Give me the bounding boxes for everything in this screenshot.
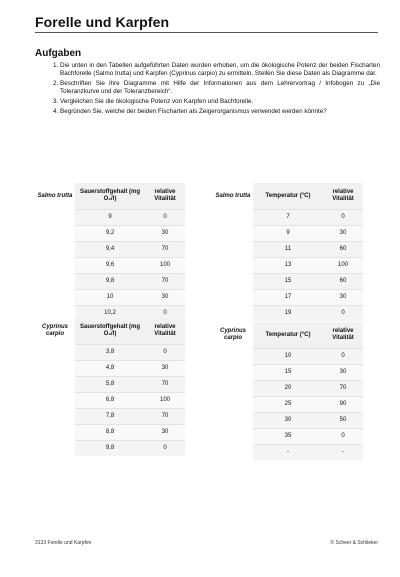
empty-cell xyxy=(35,392,75,408)
column-header: Sauerstoffgehalt (mg O₂/l) xyxy=(75,183,145,209)
vitality-cell: 30 xyxy=(145,225,185,241)
measurement-cell: 9 xyxy=(253,225,323,241)
column-header: relative Vitalität xyxy=(323,183,363,209)
measurement-cell: 15 xyxy=(253,364,323,380)
vitality-cell: 30 xyxy=(145,289,185,305)
empty-cell xyxy=(213,289,253,305)
empty-cell xyxy=(35,440,75,456)
table-row xyxy=(213,273,363,289)
column-header: Temperatur (°C) xyxy=(253,183,323,209)
vitality-cell: 0 xyxy=(145,440,185,456)
empty-cell xyxy=(213,348,253,364)
empty-cell xyxy=(35,209,75,225)
empty-cell xyxy=(213,305,253,321)
table-row xyxy=(213,257,363,273)
table-row xyxy=(213,209,363,225)
vitality-cell: 60 xyxy=(323,273,363,289)
measurement-cell: 10,2 xyxy=(75,305,145,321)
measurement-cell: 35 xyxy=(253,428,323,444)
vitality-cell: 0 xyxy=(145,209,185,225)
task-item: 3. Vergleichen Sie die ökologische Potenz von Karpfen und Bachforelle. xyxy=(60,98,380,106)
empty-cell xyxy=(213,444,253,460)
vitality-cell: 100 xyxy=(145,257,185,273)
table-row xyxy=(213,225,363,241)
vitality-cell: 30 xyxy=(323,289,363,305)
empty-cell xyxy=(35,360,75,376)
vitality-cell: 100 xyxy=(323,257,363,273)
table-row xyxy=(213,428,363,444)
table-salmo-oxygen xyxy=(35,183,185,321)
column-header: Temperatur (°C) xyxy=(253,322,323,348)
measurement-cell: 17 xyxy=(253,289,323,305)
vitality-cell: 70 xyxy=(145,273,185,289)
measurement-cell: 10 xyxy=(253,348,323,364)
table-row xyxy=(213,289,363,305)
measurement-cell: 9,8 xyxy=(75,440,145,456)
vitality-cell: 0 xyxy=(323,209,363,225)
table-row xyxy=(213,305,363,321)
vitality-cell: 90 xyxy=(323,396,363,412)
table-row xyxy=(35,241,185,257)
empty-cell xyxy=(35,344,75,360)
table-row xyxy=(35,360,185,376)
vitality-cell: 0 xyxy=(323,348,363,364)
vitality-cell: - xyxy=(323,444,363,460)
column-header: Sauerstoffgehalt (mg O₂/l) xyxy=(75,318,145,344)
vitality-cell: 50 xyxy=(323,412,363,428)
empty-cell xyxy=(35,408,75,424)
empty-cell xyxy=(213,380,253,396)
vitality-cell: 70 xyxy=(323,380,363,396)
measurement-cell: - xyxy=(253,444,323,460)
task-item: 2. Beschriften Sie ihre Diagramme mit Hilfe der Informationen aus dem Lehrervortrag / Infobogen zu „Die Toleranzkurve und der Toleranzbereich“. xyxy=(60,80,380,96)
table-row xyxy=(213,241,363,257)
empty-cell xyxy=(213,225,253,241)
measurement-cell: 9,4 xyxy=(75,241,145,257)
vitality-cell: 70 xyxy=(145,376,185,392)
column-header: relative Vitalität xyxy=(323,322,363,348)
table-row xyxy=(35,257,185,273)
vitality-cell: 30 xyxy=(323,225,363,241)
table-row xyxy=(35,225,185,241)
measurement-cell: 25 xyxy=(253,396,323,412)
page-title: Forelle und Karpfen xyxy=(35,14,170,30)
empty-cell xyxy=(213,396,253,412)
table-row xyxy=(213,396,363,412)
table-row xyxy=(213,412,363,428)
table-row xyxy=(35,209,185,225)
table-row xyxy=(213,380,363,396)
empty-cell xyxy=(35,376,75,392)
measurement-cell: 15 xyxy=(253,273,323,289)
table-row xyxy=(213,364,363,380)
species-label: Cyprinus carpio xyxy=(35,318,75,344)
empty-cell xyxy=(35,241,75,257)
table-row xyxy=(35,273,185,289)
species-label: Salmo trutta xyxy=(213,183,253,209)
vitality-cell: 0 xyxy=(145,344,185,360)
measurement-cell: 19 xyxy=(253,305,323,321)
measurement-cell: 13 xyxy=(253,257,323,273)
measurement-cell: 9,6 xyxy=(75,257,145,273)
table-row xyxy=(35,289,185,305)
vitality-cell: 0 xyxy=(323,305,363,321)
measurement-cell: 11 xyxy=(253,241,323,257)
column-header: relative Vitalität xyxy=(145,183,185,209)
vitality-cell: 0 xyxy=(323,428,363,444)
measurement-cell: 9,8 xyxy=(75,273,145,289)
measurement-cell: 7,8 xyxy=(75,408,145,424)
empty-cell xyxy=(213,241,253,257)
empty-cell xyxy=(35,225,75,241)
table-cyprinus-oxygen xyxy=(35,318,185,456)
empty-cell xyxy=(213,273,253,289)
measurement-cell: 3,8 xyxy=(75,344,145,360)
table-row xyxy=(213,348,363,364)
empty-cell xyxy=(35,273,75,289)
table-salmo-temperature xyxy=(213,183,363,321)
measurement-cell: 9 xyxy=(75,209,145,225)
measurement-cell: 8,8 xyxy=(75,424,145,440)
vitality-cell: 0 xyxy=(145,305,185,321)
table-cyprinus-temperature xyxy=(213,322,363,460)
table-row xyxy=(35,424,185,440)
measurement-cell: 30 xyxy=(253,412,323,428)
table-row xyxy=(35,344,185,360)
section-heading: Aufgaben xyxy=(35,48,82,59)
empty-cell xyxy=(213,412,253,428)
vitality-cell: 30 xyxy=(145,360,185,376)
empty-cell xyxy=(35,289,75,305)
title-divider xyxy=(35,32,378,33)
measurement-cell: 4,8 xyxy=(75,360,145,376)
measurement-cell: 10 xyxy=(75,289,145,305)
vitality-cell: 30 xyxy=(145,424,185,440)
vitality-cell: 60 xyxy=(323,241,363,257)
empty-cell xyxy=(213,428,253,444)
species-label: Salmo trutta xyxy=(35,183,75,209)
footer-left: 3133 Forelle und Karpfen xyxy=(35,540,92,546)
task-list xyxy=(46,62,380,118)
table-row xyxy=(35,392,185,408)
vitality-cell: 70 xyxy=(145,241,185,257)
measurement-cell: 5,8 xyxy=(75,376,145,392)
empty-cell xyxy=(213,364,253,380)
table-row xyxy=(213,444,363,460)
task-item: 1. Die unten in den Tabellen aufgeführten Daten wurden erhoben, um die ökologische Potenz der beiden Fischarten Bachforelle (Salmo trutta) und Karpfen (Cyprinus carpio) zu ermitteln. Stellen Sie diese Daten als Diagramme dar. xyxy=(60,62,380,78)
table-row xyxy=(35,440,185,456)
table-row xyxy=(35,408,185,424)
footer-right: © Scheer & Schlieker xyxy=(330,540,378,546)
vitality-cell: 70 xyxy=(145,408,185,424)
table-row xyxy=(35,376,185,392)
empty-cell xyxy=(213,209,253,225)
species-label: Cyprinus carpio xyxy=(213,322,253,348)
empty-cell xyxy=(35,424,75,440)
task-item: 4. Begründen Sie, welche der beiden Fischarten als Zeigerorganismus verwendet werden könnte? xyxy=(60,108,380,116)
measurement-cell: 9,2 xyxy=(75,225,145,241)
empty-cell xyxy=(35,257,75,273)
empty-cell xyxy=(213,257,253,273)
measurement-cell: 7 xyxy=(253,209,323,225)
column-header: relative Vitalität xyxy=(145,318,185,344)
vitality-cell: 30 xyxy=(323,364,363,380)
vitality-cell: 100 xyxy=(145,392,185,408)
measurement-cell: 20 xyxy=(253,380,323,396)
measurement-cell: 6,8 xyxy=(75,392,145,408)
